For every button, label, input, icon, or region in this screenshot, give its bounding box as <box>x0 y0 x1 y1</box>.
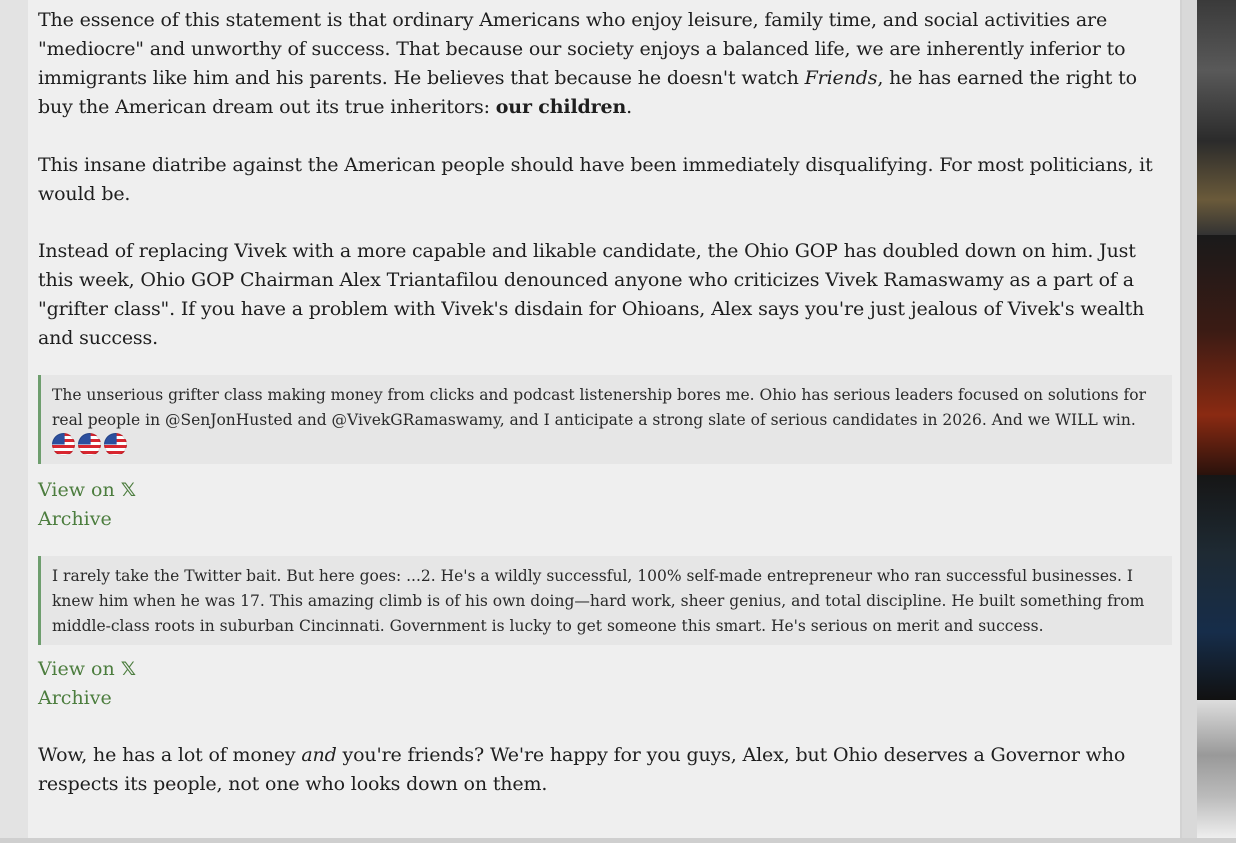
us-flag-icon <box>104 433 127 456</box>
paragraph-essence <box>38 6 1172 122</box>
comic-panel <box>1197 235 1236 475</box>
comic-panel <box>1197 0 1236 235</box>
left-gutter <box>0 0 28 843</box>
comic-panel <box>1197 700 1236 838</box>
archive-link[interactable]: Archive <box>38 687 112 709</box>
us-flag-icon <box>78 433 101 456</box>
x-logo-icon: 𝕏 <box>120 658 137 680</box>
text: you're friends? We're happy for you guys, Alex, but Ohio deserves a Governor who respects its people, not one who looks down on them. <box>38 744 1126 795</box>
tweet-links-2 <box>38 655 1172 713</box>
rail-edge <box>1182 0 1197 838</box>
paragraph-conclusion <box>38 741 1172 799</box>
view-on-x-link[interactable] <box>38 476 1172 505</box>
text: . <box>626 96 632 118</box>
tweet-quote-alex <box>38 375 1172 464</box>
text: The essence of this statement is that ordinary Americans who enjoy leisure, family time, and social activities are "mediocre" and unworthy of success. That because our society enjoys a balanced life, we are inherently inferior to immigrants like him and his parents. He believes that because he doesn't watch <box>38 9 1126 89</box>
horizontal-scrollbar[interactable] <box>0 838 1236 843</box>
x-logo-icon: 𝕏 <box>120 479 137 501</box>
us-flag-icon <box>52 433 75 456</box>
archive-link[interactable]: Archive <box>38 508 112 530</box>
emphasis-friends: Friends <box>804 67 878 89</box>
tweet-links-1 <box>38 476 1172 534</box>
paragraph-diatribe: This insane diatribe against the American people should have been immediately disqualifying. For most politicians, it would be. <box>38 154 1153 205</box>
article-content <box>28 0 1182 838</box>
comic-sidebar-image <box>1182 0 1236 838</box>
tweet-quote-friend: I rarely take the Twitter bait. But here goes: ...2. He's a wildly successful, 100% self-made entrepreneur who ran successful businesses. I knew him when he was 17. This amazing climb is of his own doing—hard work, sheer genius, and total discipline. He built something from middle-class roots in suburban Cincinnati. Government is lucky to get someone this smart. He's serious on merit and success. <box>38 556 1172 645</box>
emphasis-and: and <box>301 744 337 766</box>
quote-text: The unserious grifter class making money from clicks and podcast listenership bores me. Ohio has serious leaders focused on solutions for real people in @SenJonHusted and @VivekGRamaswamy, and I anticipate a strong slate of serious candidates in 2026. And we WILL win. <box>52 386 1146 429</box>
text: Wow, he has a lot of money <box>38 744 302 766</box>
view-on-x-link[interactable] <box>38 655 1172 684</box>
text: , he has earned the right to buy the American dream out its true inheritors: <box>38 67 1137 118</box>
link-label: View on <box>38 658 121 680</box>
bold-our-children: our children <box>495 96 627 118</box>
comic-panel <box>1197 475 1236 700</box>
paragraph-ohio-gop: Instead of replacing Vivek with a more capable and likable candidate, the Ohio GOP has doubled down on him. Just this week, Ohio GOP Chairman Alex Triantafilou denounced anyone who criticizes Vivek Ramaswamy as a part of a "grifter class". If you have a problem with Vivek's disdain for Ohioans, Alex says you're just jealous of Vivek's wealth and success. <box>38 240 1145 349</box>
link-label: View on <box>38 479 121 501</box>
